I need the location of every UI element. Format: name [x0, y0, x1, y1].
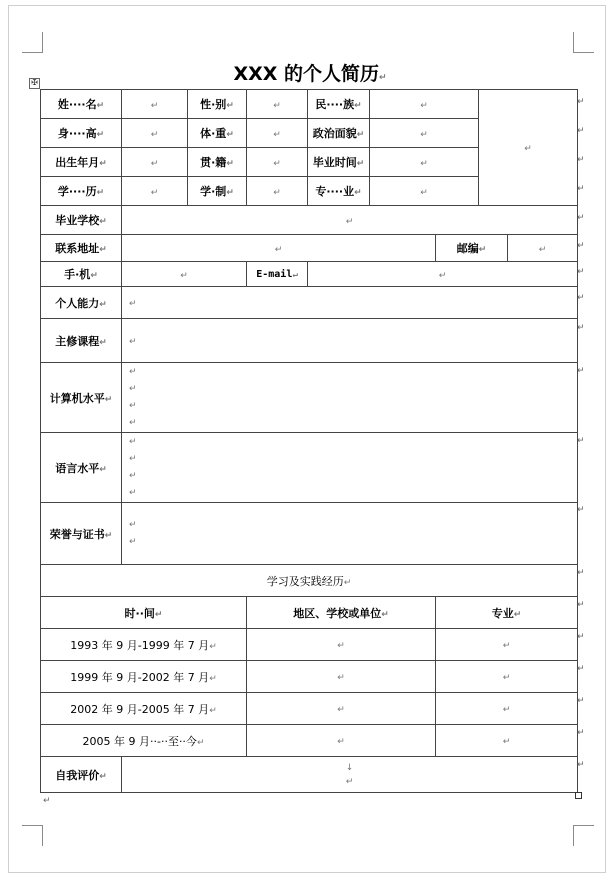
row-end-mark: ↵ [577, 366, 585, 376]
experience-major-1[interactable]: ↵ [436, 629, 578, 661]
experience-header-place: 地区、学校或单位↵ [247, 597, 436, 629]
row-end-mark: ↵ [577, 760, 585, 770]
crop-mark-bottom-left [22, 825, 43, 846]
major-label: 专····业↵ [308, 177, 370, 206]
row-end-mark: ↵ [577, 568, 585, 578]
degree-value[interactable]: ↵ [122, 177, 188, 206]
gender-label: 性·别↵ [188, 90, 247, 119]
experience-place-2[interactable]: ↵ [247, 661, 436, 693]
ethnicity-value[interactable]: ↵ [370, 90, 479, 119]
experience-place-3[interactable]: ↵ [247, 693, 436, 725]
weight-value[interactable]: ↵ [247, 119, 308, 148]
birth-value[interactable]: ↵ [122, 148, 188, 177]
row-end-mark: ↵ [577, 436, 585, 446]
birth-label: 出生年月↵ [41, 148, 122, 177]
hometown-value[interactable]: ↵ [247, 148, 308, 177]
row-end-mark: ↵ [577, 267, 585, 277]
ability-value[interactable]: ↵ [122, 287, 578, 319]
weight-label: 体·重↵ [188, 119, 247, 148]
row-end-mark: ↵ [577, 184, 585, 194]
experience-time-2[interactable]: 1999 年 9 月-2002 年 7 月↵ [41, 661, 247, 693]
name-label: 姓····名↵ [41, 90, 122, 119]
email-label: E-mail↵ [247, 262, 308, 287]
postcode-value[interactable]: ↵ [508, 235, 578, 262]
ethnicity-label: 民····族↵ [308, 90, 370, 119]
table-row [41, 693, 578, 725]
row-end-mark: ↵ [577, 600, 585, 610]
experience-time-1[interactable]: 1993 年 9 月-1999 年 7 月↵ [41, 629, 247, 661]
grad-time-value[interactable]: ↵ [370, 148, 479, 177]
table-row [41, 629, 578, 661]
self-eval-label: 自我评价↵ [41, 757, 122, 793]
height-value[interactable]: ↵ [122, 119, 188, 148]
address-value[interactable]: ↵ [122, 235, 436, 262]
crop-mark-top-right [573, 32, 594, 53]
schooling-label: 学·制↵ [188, 177, 247, 206]
resume-title: XXX 的个人简历↵ [233, 63, 387, 85]
computer-value[interactable]: ↵ ↵ ↵ ↵ [122, 363, 578, 433]
crop-mark-top-left [22, 32, 43, 53]
crop-mark-bottom-right [573, 825, 594, 846]
row-end-mark: ↵ [577, 241, 585, 251]
language-value[interactable]: ↵ ↵ ↵ ↵ [122, 433, 578, 503]
paragraph-mark: ↵ [43, 796, 51, 806]
experience-major-3[interactable]: ↵ [436, 693, 578, 725]
table-row [41, 725, 578, 757]
experience-header-time: 时··间↵ [41, 597, 247, 629]
school-value[interactable]: ↵ [122, 206, 578, 235]
row-end-mark: ↵ [577, 728, 585, 738]
row-end-mark: ↵ [577, 155, 585, 165]
experience-time-4[interactable]: 2005 年 9 月··-··至··今↵ [41, 725, 247, 757]
experience-section-title: 学习及实践经历↵ [41, 565, 578, 597]
degree-label: 学····历↵ [41, 177, 122, 206]
table-move-handle-icon[interactable]: ✠ [29, 78, 40, 89]
honors-label: 荣誉与证书↵ [41, 503, 122, 565]
row-end-mark: ↵ [577, 126, 585, 136]
language-label: 语言水平↵ [41, 433, 122, 503]
major-value[interactable]: ↵ [370, 177, 479, 206]
experience-time-3[interactable]: 2002 年 9 月-2005 年 7 月↵ [41, 693, 247, 725]
experience-place-4[interactable]: ↵ [247, 725, 436, 757]
courses-label: 主修课程↵ [41, 319, 122, 363]
politics-label: 政治面貌↵ [308, 119, 370, 148]
experience-major-4[interactable]: ↵ [436, 725, 578, 757]
address-label: 联系地址↵ [41, 235, 122, 262]
table-resize-handle[interactable] [575, 792, 582, 799]
experience-place-1[interactable]: ↵ [247, 629, 436, 661]
row-end-mark: ↵ [577, 696, 585, 706]
row-end-mark: ↵ [577, 323, 585, 333]
row-end-mark: ↵ [577, 213, 585, 223]
schooling-value[interactable]: ↵ [247, 177, 308, 206]
phone-label: 手·机↵ [41, 262, 122, 287]
height-label: 身····高↵ [41, 119, 122, 148]
row-end-mark: ↵ [577, 97, 585, 107]
gender-value[interactable]: ↵ [247, 90, 308, 119]
phone-value[interactable]: ↵ [122, 262, 247, 287]
self-eval-value[interactable]: ↓ ↵ [122, 757, 578, 793]
grad-time-label: 毕业时间↵ [308, 148, 370, 177]
resume-table [40, 89, 578, 793]
row-end-mark: ↵ [577, 293, 585, 303]
photo-cell[interactable]: ↵ [479, 90, 578, 206]
postcode-label: 邮编↵ [436, 235, 508, 262]
experience-major-2[interactable]: ↵ [436, 661, 578, 693]
row-end-mark: ↵ [577, 505, 585, 515]
politics-value[interactable]: ↵ [370, 119, 479, 148]
name-value[interactable]: ↵ [122, 90, 188, 119]
computer-label: 计算机水平↵ [41, 363, 122, 433]
row-end-mark: ↵ [577, 664, 585, 674]
experience-header-major: 专业↵ [436, 597, 578, 629]
courses-value[interactable]: ↵ [122, 319, 578, 363]
row-end-mark: ↵ [577, 632, 585, 642]
hometown-label: 贯·籍↵ [188, 148, 247, 177]
ability-label: 个人能力↵ [41, 287, 122, 319]
honors-value[interactable]: ↵ ↵ [122, 503, 578, 565]
table-row [41, 661, 578, 693]
school-label: 毕业学校↵ [41, 206, 122, 235]
email-value[interactable]: ↵ [308, 262, 578, 287]
